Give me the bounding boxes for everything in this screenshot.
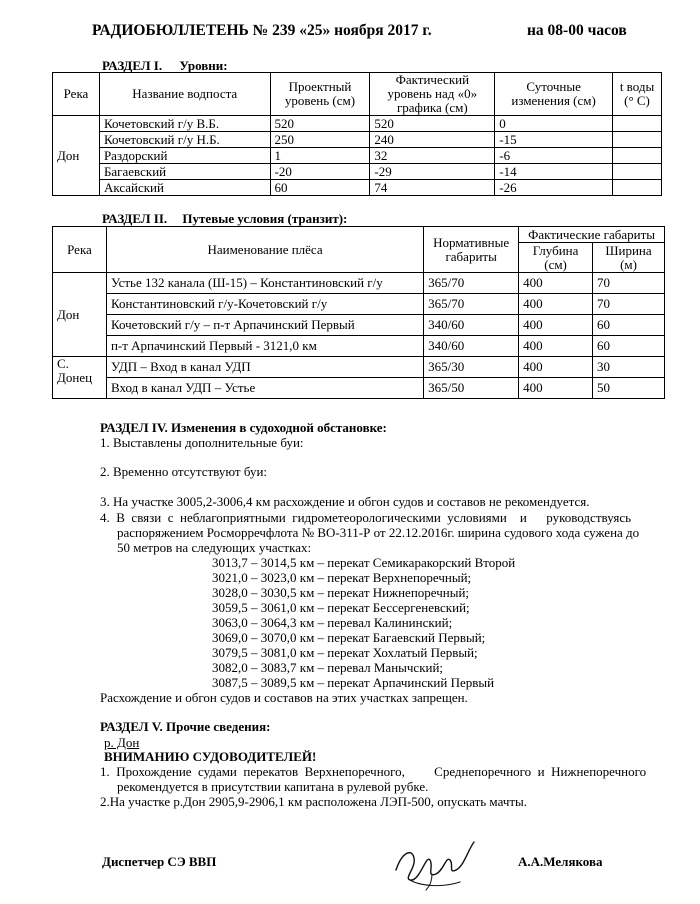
list-item: 3087,5 – 3089,5 км – перекат Арпачинский Первый bbox=[212, 675, 495, 690]
col-actual-group: Фактические габариты bbox=[519, 227, 665, 243]
post-cell: Багаевский bbox=[99, 164, 270, 180]
stretch-cell: Кочетовский г/у – п-т Арпачинский Первый bbox=[106, 315, 423, 336]
table-row bbox=[53, 378, 665, 399]
col-temp: t воды (° C) bbox=[613, 73, 662, 116]
transit-table bbox=[52, 226, 665, 399]
col-depth: Глубина (см) bbox=[519, 243, 593, 273]
section2-name: Путевые условия (транзит): bbox=[182, 211, 348, 226]
table-row bbox=[53, 180, 662, 196]
col-design: Проектный уровень (см) bbox=[270, 73, 370, 116]
section5-item1-line2: рекомендуется в присутствии капитана в рулевой рубке. bbox=[117, 779, 429, 794]
temp-cell bbox=[613, 164, 662, 180]
design-cell: 250 bbox=[270, 132, 370, 148]
list-item: 3028,0 – 3030,5 км – перекат Нижнепоречный; bbox=[212, 585, 470, 600]
width-cell: 60 bbox=[593, 315, 665, 336]
norm-cell: 365/50 bbox=[424, 378, 519, 399]
temp-cell bbox=[613, 132, 662, 148]
post-cell: Кочетовский г/у Н.Б. bbox=[99, 132, 270, 148]
norm-cell: 365/30 bbox=[424, 357, 519, 378]
section5-heading bbox=[100, 719, 660, 734]
list-item: 3082,0 – 3083,7 км – перевал Манычский; bbox=[212, 660, 444, 675]
section4-item4-line2: распоряжением Росморречфлота № ВО-311-Р от 22.12.2016г. ширина судового хода сужена до bbox=[117, 525, 640, 540]
list-item: 3063,0 – 3064,3 км – перевал Калининский; bbox=[212, 615, 453, 630]
section4-footer: Расхождение и обгон судов и составов на этих участках запрещен. bbox=[100, 690, 468, 705]
section1-label: РАЗДЕЛ I. bbox=[102, 58, 163, 73]
stretch-cell: п-т Арпачинский Первый - 3121,0 км bbox=[106, 336, 423, 357]
temp-cell bbox=[613, 116, 662, 132]
bulletin-title-text: РАДИОБЮЛЛЕТЕНЬ № 239 «25» ноября 2017 г. bbox=[92, 22, 432, 39]
section5-heading-text: РАЗДЕЛ V. Прочие сведения: bbox=[100, 719, 271, 734]
col-actual: Фактический уровень над «0» графика (см) bbox=[370, 73, 495, 116]
list-item: 3079,5 – 3081,0 км – перекат Хохлатый Первый; bbox=[212, 645, 478, 660]
change-cell: -14 bbox=[495, 164, 613, 180]
handwritten-signature bbox=[390, 830, 485, 892]
transit-header-row bbox=[53, 227, 665, 243]
actual-cell: 74 bbox=[370, 180, 495, 196]
bulletin-title bbox=[92, 22, 652, 40]
signature-name: А.А.Мелякова bbox=[518, 854, 603, 869]
col-river: Река bbox=[53, 73, 100, 116]
width-cell: 60 bbox=[593, 336, 665, 357]
actual-cell: 32 bbox=[370, 148, 495, 164]
stretch-cell: Вход в канал УДП – Устье bbox=[106, 378, 423, 399]
design-cell: -20 bbox=[270, 164, 370, 180]
section1-name: Уровни: bbox=[179, 58, 228, 73]
change-cell: 0 bbox=[495, 116, 613, 132]
post-cell: Раздорский bbox=[99, 148, 270, 164]
table-row bbox=[53, 132, 662, 148]
list-item: 3069,0 – 3070,0 км – перекат Багаевский Первый; bbox=[212, 630, 486, 645]
norm-cell: 365/70 bbox=[424, 273, 519, 294]
table-row bbox=[53, 357, 665, 378]
table-row bbox=[53, 273, 665, 294]
list-item: 3013,7 – 3014,5 км – перекат Семикаракорский Второй bbox=[212, 555, 516, 570]
section4-item2: 2. Временно отсутствуют буи: bbox=[100, 464, 268, 479]
design-cell: 520 bbox=[270, 116, 370, 132]
section4-heading bbox=[100, 420, 660, 435]
design-cell: 60 bbox=[270, 180, 370, 196]
bulletin-time: на 08-00 часов bbox=[527, 22, 627, 39]
depth-cell: 400 bbox=[519, 273, 593, 294]
temp-cell bbox=[613, 148, 662, 164]
col-change: Суточные изменения (см) bbox=[495, 73, 613, 116]
depth-cell: 400 bbox=[519, 357, 593, 378]
table-row bbox=[53, 315, 665, 336]
table-row bbox=[53, 336, 665, 357]
transit-river-cell: Дон bbox=[53, 273, 107, 357]
width-cell: 70 bbox=[593, 294, 665, 315]
temp-cell bbox=[613, 180, 662, 196]
col-stretch: Наименование плёса bbox=[106, 227, 423, 273]
actual-cell: 520 bbox=[370, 116, 495, 132]
depth-cell: 400 bbox=[519, 315, 593, 336]
col-norm: Нормативные габариты bbox=[424, 227, 519, 273]
depth-cell: 400 bbox=[519, 336, 593, 357]
change-cell: -6 bbox=[495, 148, 613, 164]
change-cell: -15 bbox=[495, 132, 613, 148]
stretch-cell: Константиновский г/у-Кочетовский г/у bbox=[106, 294, 423, 315]
levels-table bbox=[52, 72, 662, 196]
levels-river-cell: Дон bbox=[53, 116, 100, 196]
norm-cell: 365/70 bbox=[424, 294, 519, 315]
stretch-cell: Устье 132 канала (Ш-15) – Константиновский г/у bbox=[106, 273, 423, 294]
section5-attention: ВНИМАНИЮ СУДОВОДИТЕЛЕЙ! bbox=[104, 749, 317, 764]
section4-item4-line1: 4. В связи с неблагоприятными гидрометеорологическими условиями и руководствуясь bbox=[100, 510, 632, 525]
section5-item2: 2.На участке р.Дон 2905,9-2906,1 км расположена ЛЭП-500, опускать мачты. bbox=[100, 794, 528, 809]
list-item: 3021,0 – 3023,0 км – перекат Верхнепоречный; bbox=[212, 570, 472, 585]
width-cell: 50 bbox=[593, 378, 665, 399]
list-item: 3059,5 – 3061,0 км – перекат Бессергеневский; bbox=[212, 600, 470, 615]
table-row bbox=[53, 116, 662, 132]
col-post: Название водпоста bbox=[99, 73, 270, 116]
depth-cell: 400 bbox=[519, 294, 593, 315]
section2-heading bbox=[102, 211, 347, 227]
norm-cell: 340/60 bbox=[424, 336, 519, 357]
stretch-cell: УДП – Вход в канал УДП bbox=[106, 357, 423, 378]
section4-heading-text: РАЗДЕЛ IV. Изменения в судоходной обстановке: bbox=[100, 420, 387, 435]
post-cell: Кочетовский г/у В.Б. bbox=[99, 116, 270, 132]
actual-cell: 240 bbox=[370, 132, 495, 148]
section4-item1: 1. Выставлены дополнительные буи: bbox=[100, 435, 304, 450]
levels-header-row bbox=[53, 73, 662, 116]
section4-item4-line3: 50 метров на следующих участках: bbox=[117, 540, 312, 555]
change-cell: -26 bbox=[495, 180, 613, 196]
post-cell: Аксайский bbox=[99, 180, 270, 196]
section2-label: РАЗДЕЛ II. bbox=[102, 211, 168, 226]
width-cell: 30 bbox=[593, 357, 665, 378]
table-row bbox=[53, 148, 662, 164]
section5-item1-line1: 1. Прохождение судами перекатов Верхнепоречного, Среднепоречного и Нижнепоречного bbox=[100, 764, 647, 779]
section5-river: р. Дон bbox=[104, 735, 140, 750]
width-cell: 70 bbox=[593, 273, 665, 294]
norm-cell: 340/60 bbox=[424, 315, 519, 336]
table-row bbox=[53, 164, 662, 180]
transit-river-cell: С. Донец bbox=[53, 357, 107, 399]
section4-item3: 3. На участке 3005,2-3006,4 км расхождение и обгон судов и составов не рекомендуется. bbox=[100, 494, 590, 509]
signature-role: Диспетчер СЭ ВВП bbox=[102, 854, 217, 869]
depth-cell: 400 bbox=[519, 378, 593, 399]
table-row bbox=[53, 294, 665, 315]
actual-cell: -29 bbox=[370, 164, 495, 180]
design-cell: 1 bbox=[270, 148, 370, 164]
col-river: Река bbox=[53, 227, 107, 273]
col-width: Ширина (м) bbox=[593, 243, 665, 273]
